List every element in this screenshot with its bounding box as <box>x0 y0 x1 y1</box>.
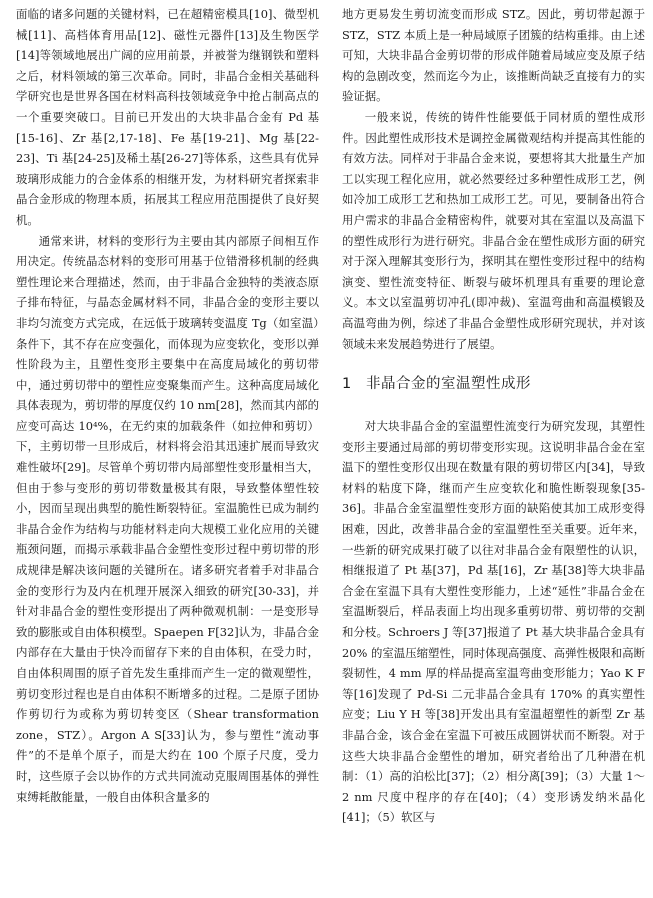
section-title: 非晶合金的室温塑性成形 <box>366 376 531 393</box>
paragraph: 面临的诸多问题的关键材料，已在超精密模具[10]、微型机械[11]、高档体育用品[12]、磁性元器件[13]及生物医学[14]等领域地展出广阔的应用前景，并被誉为继钢铁和塑料之后，材料领域的第三次革命。同时，非晶合金相关基础科学研究也是世界各国在材料高科技领域竞争中抢占制高点的一个重要突破口。目前已开发出的大块非晶合金有 Pd 基[15-16]、Zr 基[2,17-18]、Fe 基[19-21]、Mg 基[22-23]、Ti 基[24-25]及稀土基[26-27]等体系，这些具有优异玻璃形成能力的合金体系的相继开发，为材料研究者探索非晶合金形成的物理本质，拓展其工程应用范围提供了良好契机。 <box>16 7 319 227</box>
right-column <box>342 4 645 828</box>
paragraph: 一般来说，传统的铸件性能要低于同材质的塑性成形件。因此塑性成形技术是调控金属微观结构并提高其性能的有效方法。同样对于非晶合金来说，要想将其大批量生产加工以实现工程化应用，就必然要经过多种塑性成形工艺，例如冷加工成形工艺和热加工成形工艺。可见，要制备出符合用户需求的非晶合金精密构件，就要对其在室温以及高温下的塑性成形行为进行研究。非晶合金在塑性成形方面的研究对于深入理解其变形行为，探明其在塑性变形过程中的结构演变、塑性流变特征、断裂与破坏机理具有重要的理论意义。本文以室温剪切冲孔(即冲裁)、室温弯曲和高温模锻及高温弯曲为例，综述了非晶合金塑性成形研究现状，并对该领域未来发展趋势进行了展望。 <box>342 109 645 351</box>
paragraph: 对大块非晶合金的室温塑性流变行为研究发现，其塑性变形主要通过局部的剪切带变形实现。这说明非晶合金在室温下的塑性变形仅出现在数量有限的剪切带区内[34]，导致材料的粘度下降，继而产生应变软化和脆性断裂现象[35-36]。非晶合金室温塑性变形方面的缺陷使其加工成形变得困难，因此，改善非晶合金的室温塑性至关重要。近年来，一些新的研究成果打破了以往对非晶合金有限塑性的认识，相继报道了 Pt 基[37]，Pd 基[16]，Zr 基[38]等大块非晶合金在室温下具有大塑性变形能力，上述“延性”非晶合金在室温断裂后，样品表面上均出现多重剪切带、剪切带的交割和分枝。Schroers J 等[37]报道了 Pt 基大块非晶合金具有 20% 的室温压缩塑性，同时体现高强度、高弹性极限和高断裂韧性，4 mm 厚的样品提高室温弯曲变形能力；Yao K F 等[16]发现了 Pd-Si 二元非晶合金具有 170% 的真实塑性应变；Liu Y H 等[38]开发出具有室温超塑性的新型 Zr 基非晶合金，该合金在室温下可被压成圆饼状而不断裂。对于这些大块非晶合金塑性的增加，研究者给出了几种潜在机制：（1）高的泊松比[37]；（2）相分离[39]；（3）大量 1～2 nm 尺度中程序的存在[40]；（4）变形诱发纳米晶化[41]；（5）软区与 <box>342 419 645 825</box>
section-number: 1 <box>342 376 352 393</box>
paragraph: 通常来讲，材料的变形行为主要由其内部原子间相互作用决定。传统晶态材料的变形可用基于位错滑移机制的经典塑性理论来合理描述，然而，由于非晶合金独特的类液态原子排布特征，与晶态金属材料不同，非晶合金的变形主要以非均匀流变方式完成，在远低于玻璃转变温度 Tg（如室温）条件下，其不存在应变强化，而体现为应变软化，变形以弹性阶段为主，且塑性变形主要集中在高度局域化的剪切带中，通过剪切带中的塑性应变聚集而产生。这种高度局域化具体表现为，剪切带的厚度仅约 10 nm[28]，然而其内部的应变可高达 10⁴%，在无约束的加载条件（如拉伸和剪切）下，主剪切带一旦形成后，材料将会沿其迅速扩展而导致灾难性破坏[29]。尽管单个剪切带内局部塑性变形量相当大，但由于参与变形的剪切带数量极其有限，导致整体塑性较小，因而呈现出典型的脆性断裂特征。室温脆性已成为制约非晶合金作为结构与功能材料走向大规模工业化应用的关键瓶颈问题，而揭示承载非晶合金塑性变形过程中剪切带的形成规律是解决该问题的关键所在。诸多研究者着手对非晶合金的变形行为及内在机理开展深入细致的研究[30-33]，并针对非晶合金的塑性变形提出了两种微观机制：一是变形导致的膨胀或自由体积模型。Spaepen F[32]认为，非晶合金内部存在大量由于快冷而留存下来的自由体积，在受力时，自由体积周围的原子首先发生重排而产生一定的微观塑性，剪切变形过程也是自由体积不断增多的过程。二是原子团协作剪切行为或称为剪切转变区（Shear transformation zone，STZ）。Argon A S[33]认为，参与塑性“流动事件”的不是单个原子，而是大约在 100 个原子尺度，受力时，这些原子会以协作的方式共同流动克服周围基体的弹性束缚耗散能量，一般自由体积含量多的 <box>16 233 319 804</box>
paragraph: 地方更易发生剪切流变而形成 STZ。因此，剪切带起源于 STZ，STZ 本质上是一种局域原子团簇的结构重排。由上述可知，大块非晶合金剪切带的形成伴随着局域应变及原子结构的急剧改变，然而迄今为止，该推断尚缺乏直接有力的实验证据。 <box>342 7 645 104</box>
left-column <box>16 4 319 807</box>
section-heading <box>342 374 645 394</box>
